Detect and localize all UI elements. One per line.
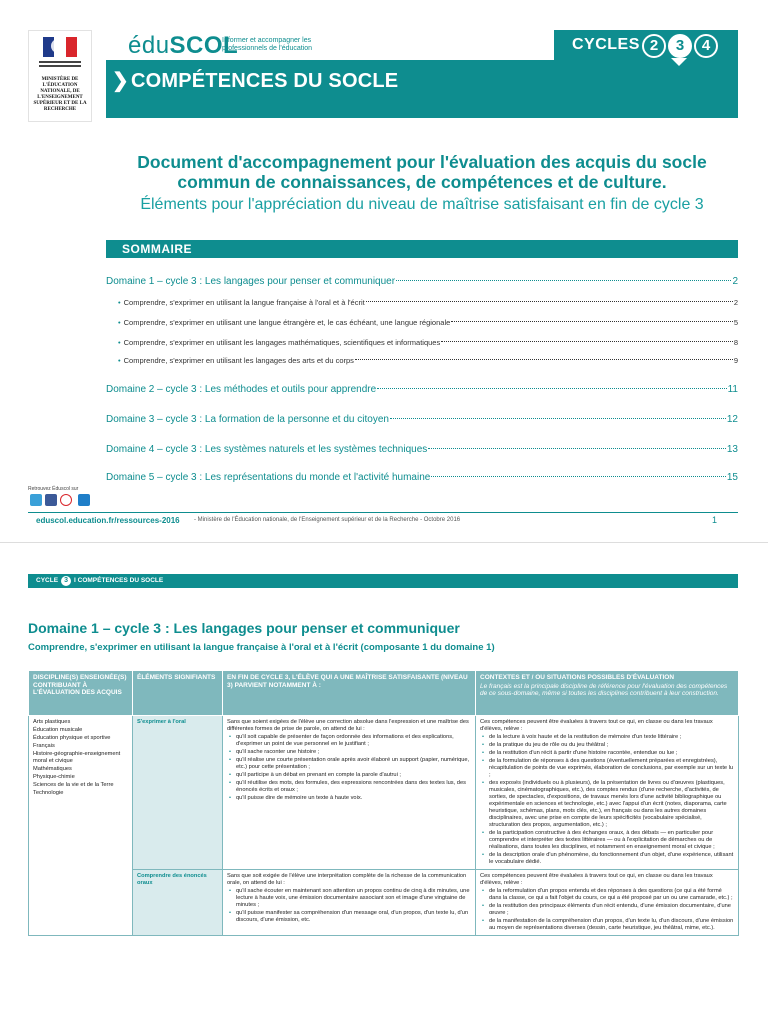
list-item: • qu'il puisse manifester sa compréhension d'un message oral, d'un propos, d'un texte lu, d'un discours, d'une émission, etc. [236, 910, 471, 924]
toc-subentry-page: 9 [733, 356, 738, 365]
discipline-item: Éducation musicale [33, 727, 83, 733]
list-item: • de la manifestation de la compréhension d'un propos, d'un texte lu, d'un discours, d'une émission au moyen de représentations diverses (dessin, carte heuristique, jeu théâtral, mime, etc.). [489, 918, 734, 932]
toc-subentry[interactable]: • Comprendre, s'exprimer en utilisant les langages des arts et du corps 9 [118, 356, 738, 365]
footer-url-link[interactable]: eduscol.education.fr/ressources-2016 [36, 516, 180, 525]
list-item: • qu'il réalise une courte présentation orale après avoir élaboré un support (papier, numérique, etc.) pour cette présentation ; [236, 757, 471, 771]
ministry-logo [28, 30, 92, 122]
toc-subentry[interactable]: • Comprendre, s'exprimer en utilisant une langue étrangère et, le cas échéant, une langue régionale 5 [118, 318, 738, 327]
element-signifiant-cell: S'exprimer à l'oral [133, 716, 223, 870]
toc-subentry[interactable]: • Comprendre, s'exprimer en utilisant les langages mathématiques, scientifiques et informatiques 8 [118, 338, 738, 347]
cycle-2-badge[interactable]: 2 [642, 34, 666, 58]
toc-entry-domaine-4[interactable] [106, 444, 738, 455]
toc-entry-domaine-1[interactable] [106, 276, 738, 287]
list-item: • qu'il puisse dire de mémoire un texte à haute voix. [236, 795, 471, 802]
page-2-header-text [36, 576, 163, 586]
toc-entry-domaine-3[interactable] [106, 414, 738, 425]
band-cycle-label: CYCLE [36, 577, 59, 584]
toc-entry-page: 11 [727, 384, 738, 395]
chevron-right-icon: ❯ [112, 70, 129, 92]
document-title-line-1: Document d'accompagnement pour l'évaluation des acquis du socle [137, 152, 707, 172]
discipline-item: Sciences de la vie et de la Terre [33, 782, 114, 788]
document-subtitle: Éléments pour l'appréciation du niveau de maîtrise satisfaisant en fin de cycle 3 [140, 196, 704, 213]
sommaire-bar [106, 240, 738, 258]
toc-subentry-text: Comprendre, s'exprimer en utilisant la langue française à l'oral et à l'écrit [123, 298, 365, 307]
toc-subentry[interactable]: • Comprendre, s'exprimer en utilisant la langue française à l'oral et à l'écrit 2 [118, 298, 738, 307]
list-item: • de la lecture à voix haute et de la restitution de mémoire d'un texte littéraire ; [489, 734, 734, 741]
retrouvez-label: Retrouvez Éduscol sur [28, 486, 79, 492]
discipline-item: Français [33, 743, 55, 749]
list-item: • de la reformulation d'un propos entendu et des réponses à des questions (ce qui a été formé dans la classe, ce qui a fait l'objet du cours, ce qui a été proposé par un ou une camarade, etc.) ; [489, 888, 734, 902]
sommaire-label: SOMMAIRE [122, 242, 192, 256]
contextes-cell [476, 870, 739, 936]
table-row [29, 870, 739, 936]
discipline-item: Technologie [33, 790, 64, 796]
viadeo-icon[interactable] [78, 494, 90, 506]
list-item: • qu'il soit capable de présenter de façon ordonnée des informations et des explications, d'exprimer un point de vue personnel en le justifiant ; [236, 734, 471, 748]
eduscol-tagline: Informer et accompagner les professionnels de l'éducation [222, 37, 313, 52]
list-item: • qu'il sache écouter en maintenant son attention un propos continu de cinq à dix minutes, une lecture à haute voix, une émission documentaire associant son et image d'une vingtaine de minutes ; [236, 888, 471, 909]
brand-plain: édu [128, 32, 170, 59]
list-item: • de la restitution d'un récit à partir d'une histoire racontée, entendue ou lue ; [489, 750, 734, 757]
disciplines-cell [29, 716, 133, 936]
list-item: • des exposés (individuels ou à plusieurs), de la présentation de livres ou d'œuvres (plastiques, musicales, cinématographiques, etc.), des comptes rendus (d'une recherche, d'activités, de sorties, de spectacles, d'expositions, de travaux menés lors d'une activité bibliographique ou expérimentale en sciences et technologie, etc.) avec l'appui d'un écrit (notes, diaporama, carte heuristique, schémas, plans, mots clés, etc.), en français ou dans les autres domaines disciplinaires, avec une prise en compte de leurs spécificités (vocabulaire spécialisé, structuration des propos, argumentation, etc.) ; [489, 780, 734, 829]
toc-entry-page: 13 [726, 444, 738, 455]
discipline-item: Mathématiques [33, 766, 72, 772]
document-title-line-2: commun de connaissances, de compétences et de culture. [177, 172, 667, 192]
header-contextes-title: CONTEXTES ET / OU SITUATIONS POSSIBLES D'ÉVALUATION [480, 674, 675, 681]
toc-entry-page: 15 [726, 472, 738, 483]
evaluation-table [28, 670, 739, 936]
toc-entry-text: Domaine 1 – cycle 3 : Les langages pour penser et communiquer [106, 276, 396, 287]
toc-subentry-page: 5 [733, 318, 738, 327]
toc-entry-domaine-2[interactable] [106, 384, 738, 395]
toc-subentry-page: 8 [733, 338, 738, 347]
list-item: • de la pratique du jeu de rôle ou du jeu théâtral ; [489, 742, 734, 749]
header-niveau: EN FIN DE CYCLE 3, L'ÉLÈVE QUI A UNE MAÎTRISE SATISFAISANTE (NIVEAU 3) PARVIENT NOTAMMENT À : [223, 671, 476, 716]
section-title [112, 68, 398, 93]
header-elements: ÉLÉMENTS SIGNIFIANTS [133, 671, 223, 716]
dailymotion-icon[interactable] [60, 494, 72, 506]
toc-entry-domaine-5[interactable] [106, 472, 738, 483]
discipline-item: Histoire-géographie-enseignement moral et civique [33, 751, 121, 764]
republique-mark [39, 61, 81, 73]
toc-entry-page: 12 [726, 414, 738, 425]
list-item: • qu'il sache raconter une histoire ; [236, 749, 471, 756]
facebook-icon[interactable] [45, 494, 57, 506]
footer-divider [28, 512, 738, 513]
niveau-cell [223, 716, 476, 870]
niveau-cell [223, 870, 476, 936]
band-section-label: I COMPÉTENCES DU SOCLE [74, 577, 164, 584]
table-header-row [29, 671, 739, 716]
page-separator [0, 542, 768, 543]
domain-subtitle: Comprendre, s'exprimer en utilisant la langue française à l'oral et à l'écrit (composante 1 du domaine 1) [28, 642, 495, 653]
toc-subentry-text: Comprendre, s'exprimer en utilisant les langages des arts et du corps [123, 356, 354, 365]
footer-text: - Ministère de l'Éducation nationale, de l'Enseignement supérieur et de la Recherche - Octobre 2016 [194, 517, 461, 523]
brand-bold: SCOL [169, 32, 239, 59]
list-item: • qu'il réutilise des mots, des formules, des expressions rencontrées dans des textes lus, des énoncés écrits et oraux ; [236, 780, 471, 794]
toc-entry-text: Domaine 4 – cycle 3 : Les systèmes naturels et les systèmes techniques [106, 444, 428, 455]
band-cycle-number: 3 [61, 576, 71, 586]
discipline-item: Éducation physique et sportive [33, 735, 111, 741]
domain-title: Domaine 1 – cycle 3 : Les langages pour penser et communiquer [28, 620, 460, 636]
toc-entry-text: Domaine 5 – cycle 3 : Les représentations du monde et l'activité humaine [106, 472, 431, 483]
list-item: • qu'il participe à un débat en prenant en compte la parole d'autrui ; [236, 772, 471, 779]
cycle-4-badge[interactable]: 4 [694, 34, 718, 58]
discipline-item: Arts plastiques [33, 719, 71, 725]
toc-subentry-text: Comprendre, s'exprimer en utilisant les langages mathématiques, scientifiques et informatiques [123, 338, 441, 347]
list-item: • de la description orale d'un phénomène, du fonctionnement d'un objet, d'une expérience, utilisant le vocabulaire dédié. [489, 852, 734, 866]
discipline-item: Physique-chimie [33, 774, 75, 780]
toc-entry-text: Domaine 3 – cycle 3 : La formation de la personne et du citoyen [106, 414, 389, 425]
header-disciplines: DISCIPLINE(S) ENSEIGNÉE(S) CONTRIBUANT À L'ÉVALUATION DES ACQUIS [29, 671, 133, 716]
contextes-intro: Ces compétences peuvent être évaluées à travers tout ce qui, en classe ou dans les travaux d'élèves, relève : [480, 719, 713, 732]
niveau-intro: Sans que soient exigées de l'élève une correction absolue dans l'expression et une maîtrise des différentes formes de prise de parole, on attend de lui : [227, 719, 469, 732]
list-item: • de la formulation de réponses à des questions (éventuellement préparées et enregistrées), récapitulation de points de vue exprimés, élaboration de conclusions, par exemple sur un texte lu ; [489, 758, 734, 779]
twitter-icon[interactable] [30, 494, 42, 506]
document-title [106, 152, 738, 192]
toc-entry-page: 2 [732, 276, 738, 287]
cycle-3-badge[interactable]: 3 [668, 34, 692, 58]
table-row [29, 716, 739, 870]
section-title-text: COMPÉTENCES DU SOCLE [130, 70, 399, 92]
niveau-intro: Sans que soit exigée de l'élève une interprétation complète de la richesse de la communication orale, on attend de lui : [227, 873, 467, 886]
element-signifiant-cell: Comprendre des énoncés oraux [133, 870, 223, 936]
header-contextes [476, 671, 739, 716]
list-item: • de la participation constructive à des échanges oraux, à des débats — en particulier pour comprendre et interpréter des textes littéraires — ou à l'explicitation de démarches ou de réalisations, dans toutes les disciplines, et notamment en enseignement moral et civique ; [489, 830, 734, 851]
contextes-cell [476, 716, 739, 870]
ministry-name: MINISTÈRE DE L'ÉDUCATION NATIONALE, DE L'ENSEIGNEMENT SUPÉRIEUR ET DE LA RECHERCHE [33, 77, 87, 112]
toc-entry-text: Domaine 2 – cycle 3 : Les méthodes et outils pour apprendre [106, 384, 377, 395]
toc-subentry-text: Comprendre, s'exprimer en utilisant une langue étrangère et, le cas échéant, une langue régionale [123, 318, 451, 327]
list-item: • de la restitution des principaux éléments d'un récit entendu, d'une émission documentaire, d'une œuvre ; [489, 903, 734, 917]
footer-page-number: 1 [712, 515, 718, 525]
active-cycle-pointer-icon [671, 58, 687, 66]
contextes-intro: Ces compétences peuvent être évaluées à travers tout ce qui, en classe ou dans les travaux d'élèves, relève : [480, 873, 713, 886]
cycles-label: CYCLES [572, 36, 640, 53]
toc-subentry-page: 2 [733, 298, 738, 307]
header-contextes-note: Le français est la principale discipline de référence pour l'évaluation des compétences de ce sous-domaine, même si toutes les disciplines contribuent à leur construction. [480, 682, 728, 697]
marianne-icon [51, 39, 65, 53]
